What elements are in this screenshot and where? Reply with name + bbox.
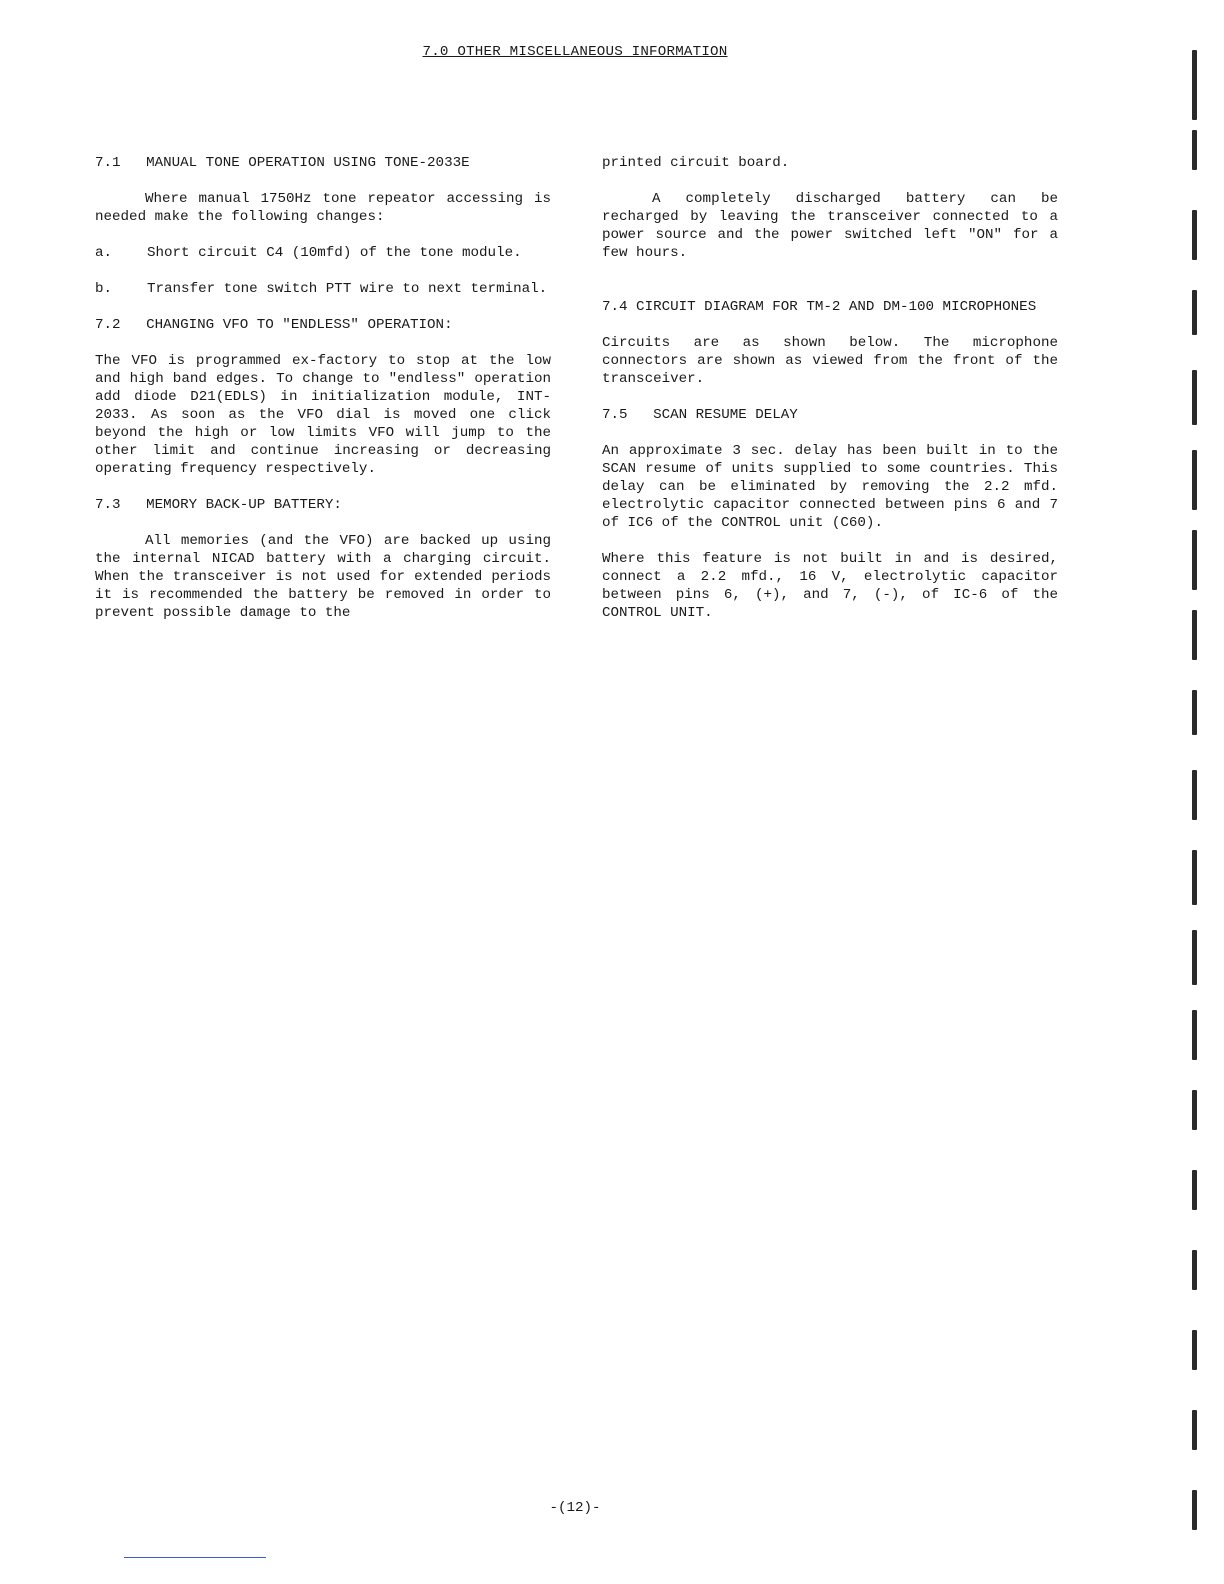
section-7-1-heading: 7.1 MANUAL TONE OPERATION USING TONE-2033E bbox=[95, 155, 470, 171]
right-column bbox=[602, 154, 1058, 640]
page-title: 7.0 OTHER MISCELLANEOUS INFORMATION bbox=[422, 44, 728, 60]
section-7-4-heading: 7.4 CIRCUIT DIAGRAM FOR TM-2 AND DM-100 MICROPHONES bbox=[602, 299, 1037, 315]
section-7-5-paragraph-2: Where this feature is not built in and is desired, connect a 2.2 mfd., 16 V, electrolytic capacitor between pins 6, (+), and 7, (-), of IC-6 of the CONTROL UNIT. bbox=[602, 551, 1058, 621]
left-column bbox=[95, 154, 551, 640]
binder-mark bbox=[1192, 930, 1197, 985]
binder-mark bbox=[1192, 370, 1197, 425]
binder-mark bbox=[1192, 1010, 1197, 1060]
page-number: -(12)- bbox=[549, 1500, 601, 1516]
binder-mark bbox=[1192, 450, 1197, 510]
section-7-1-item-a bbox=[95, 244, 551, 262]
section-7-3-continuation: printed circuit board. bbox=[602, 155, 790, 171]
binder-mark bbox=[1192, 1250, 1197, 1290]
section-7-3-paragraph-2: A completely discharged battery can be recharged by leaving the transceiver connected to a power source and the power switched left "ON" for a few hours. bbox=[602, 191, 1058, 261]
binder-mark bbox=[1192, 1330, 1197, 1370]
binder-mark bbox=[1192, 50, 1197, 120]
section-7-1-paragraph: Where manual 1750Hz tone repeator accessing is needed make the following changes: bbox=[95, 191, 551, 225]
section-7-4-paragraph: Circuits are as shown below. The microphone connectors are shown as viewed from the front of the transceiver. bbox=[602, 335, 1058, 387]
section-7-3-paragraph: All memories (and the VFO) are backed up using the internal NICAD battery with a charging circuit. When the transceiver is not used for extended periods it is recommended the battery be removed in order to prevent possible damage to the bbox=[95, 533, 551, 621]
binder-mark bbox=[1192, 770, 1197, 820]
item-b-label: b. bbox=[95, 281, 113, 297]
section-7-5-paragraph-1: An approximate 3 sec. delay has been built in to the SCAN resume of units supplied to some countries. This delay can be eliminated by removing the 2.2 mfd. electrolytic capacitor connected between pins 6 and 7 of IC6 of the CONTROL unit (C60). bbox=[602, 443, 1058, 531]
scan-artifact-line bbox=[124, 1557, 266, 1558]
binder-mark bbox=[1192, 210, 1197, 260]
binder-mark bbox=[1192, 690, 1197, 735]
binder-mark bbox=[1192, 850, 1197, 905]
binder-mark bbox=[1192, 530, 1197, 590]
item-b-text: Transfer tone switch PTT wire to next terminal. bbox=[147, 281, 548, 297]
section-7-1-item-b bbox=[95, 280, 551, 298]
binder-mark bbox=[1192, 1490, 1197, 1530]
section-7-2-paragraph: The VFO is programmed ex-factory to stop at the low and high band edges. To change to "endless" operation add diode D21(EDLS) in initialization module, INT-2033. As soon as the VFO dial is moved one click beyond the high or low limits VFO will jump to the other limit and continue increasing or decreasing operating frequency respectively. bbox=[95, 353, 551, 477]
item-a-text: Short circuit C4 (10mfd) of the tone module. bbox=[147, 245, 522, 261]
section-7-3-heading: 7.3 MEMORY BACK-UP BATTERY: bbox=[95, 497, 342, 513]
section-7-2-heading: 7.2 CHANGING VFO TO "ENDLESS" OPERATION: bbox=[95, 317, 453, 333]
binder-mark bbox=[1192, 1410, 1197, 1450]
item-a-label: a. bbox=[95, 245, 113, 261]
binder-hole-marks bbox=[1192, 40, 1200, 1540]
section-7-5-heading: 7.5 SCAN RESUME DELAY bbox=[602, 407, 798, 423]
binder-mark bbox=[1192, 1090, 1197, 1130]
binder-mark bbox=[1192, 610, 1197, 660]
binder-mark bbox=[1192, 130, 1197, 170]
binder-mark bbox=[1192, 1170, 1197, 1210]
binder-mark bbox=[1192, 290, 1197, 335]
